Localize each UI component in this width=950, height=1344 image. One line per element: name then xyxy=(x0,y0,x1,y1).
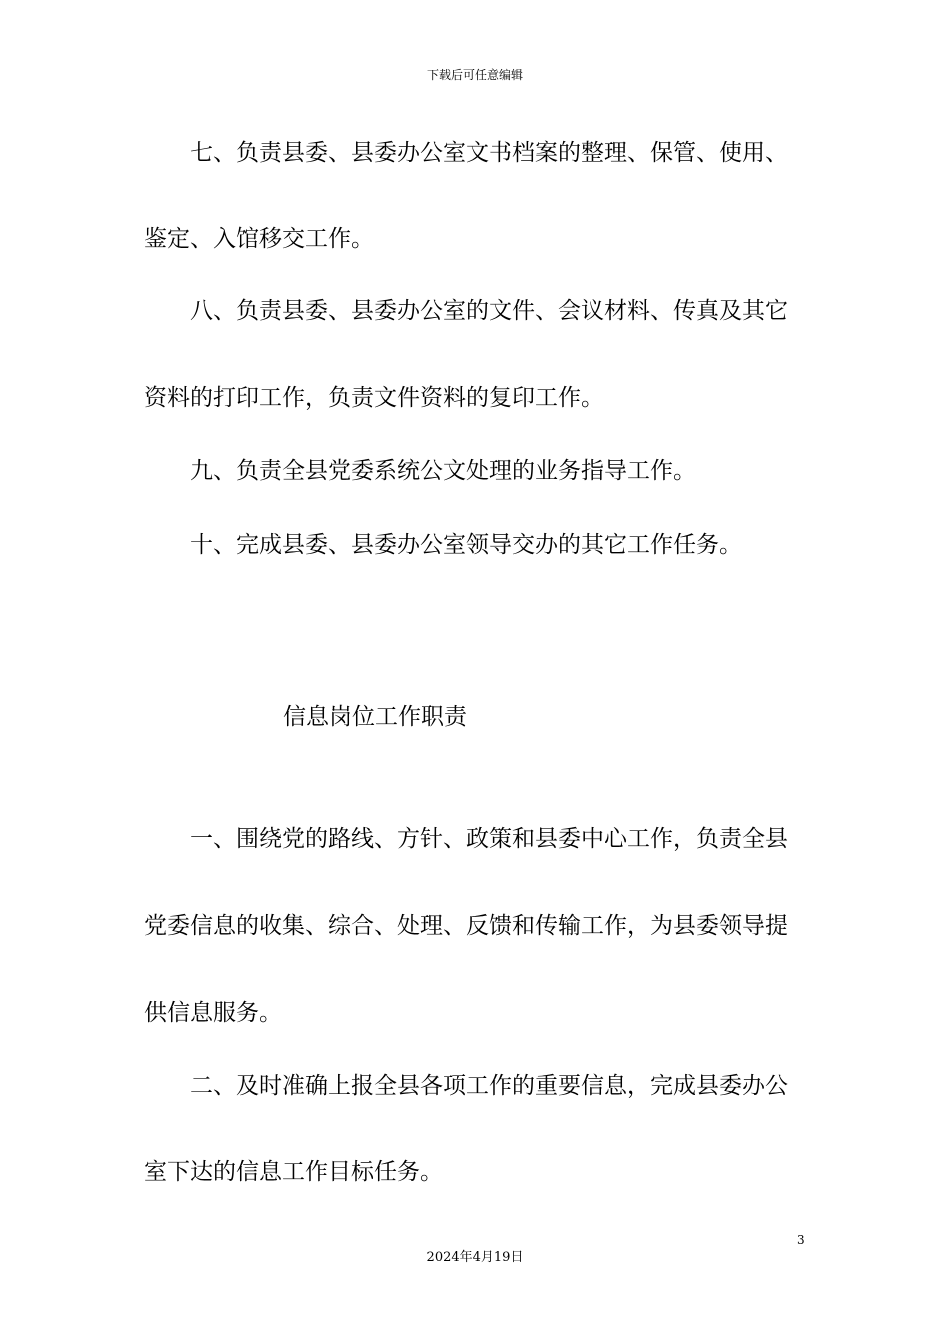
paragraph-8-line-1: 八、负责县委、县委办公室的文件、会议材料、传真及其它 xyxy=(190,298,788,324)
section-title: 信息岗位工作职责 xyxy=(283,704,467,730)
info-paragraph-1-line-3: 供信息服务。 xyxy=(144,1000,282,1026)
paragraph-7-line-1: 七、负责县委、县委办公室文书档案的整理、保管、使用、 xyxy=(190,140,788,166)
info-paragraph-1-line-2: 党委信息的收集、综合、处理、反馈和传输工作，为县委领导提 xyxy=(144,913,788,939)
info-paragraph-2-line-2: 室下达的信息工作目标任务。 xyxy=(144,1159,443,1185)
page-number: 3 xyxy=(797,1233,805,1247)
page-header: 下载后可任意编辑 xyxy=(426,68,523,82)
paragraph-7-line-2: 鉴定、入馆移交工作。 xyxy=(144,226,374,252)
info-paragraph-2-line-1: 二、及时准确上报全县各项工作的重要信息，完成县委办公 xyxy=(190,1073,788,1099)
paragraph-8-line-2: 资料的打印工作，负责文件资料的复印工作。 xyxy=(144,385,604,411)
info-paragraph-1-line-1: 一、围绕党的路线、方针、政策和县委中心工作，负责全县 xyxy=(190,826,788,852)
footer-date: 2024年4月19日 xyxy=(426,1250,524,1265)
paragraph-9-line-1: 九、负责全县党委系统公文处理的业务指导工作。 xyxy=(190,458,696,484)
paragraph-10-line-1: 十、完成县委、县委办公室领导交办的其它工作任务。 xyxy=(190,532,742,558)
